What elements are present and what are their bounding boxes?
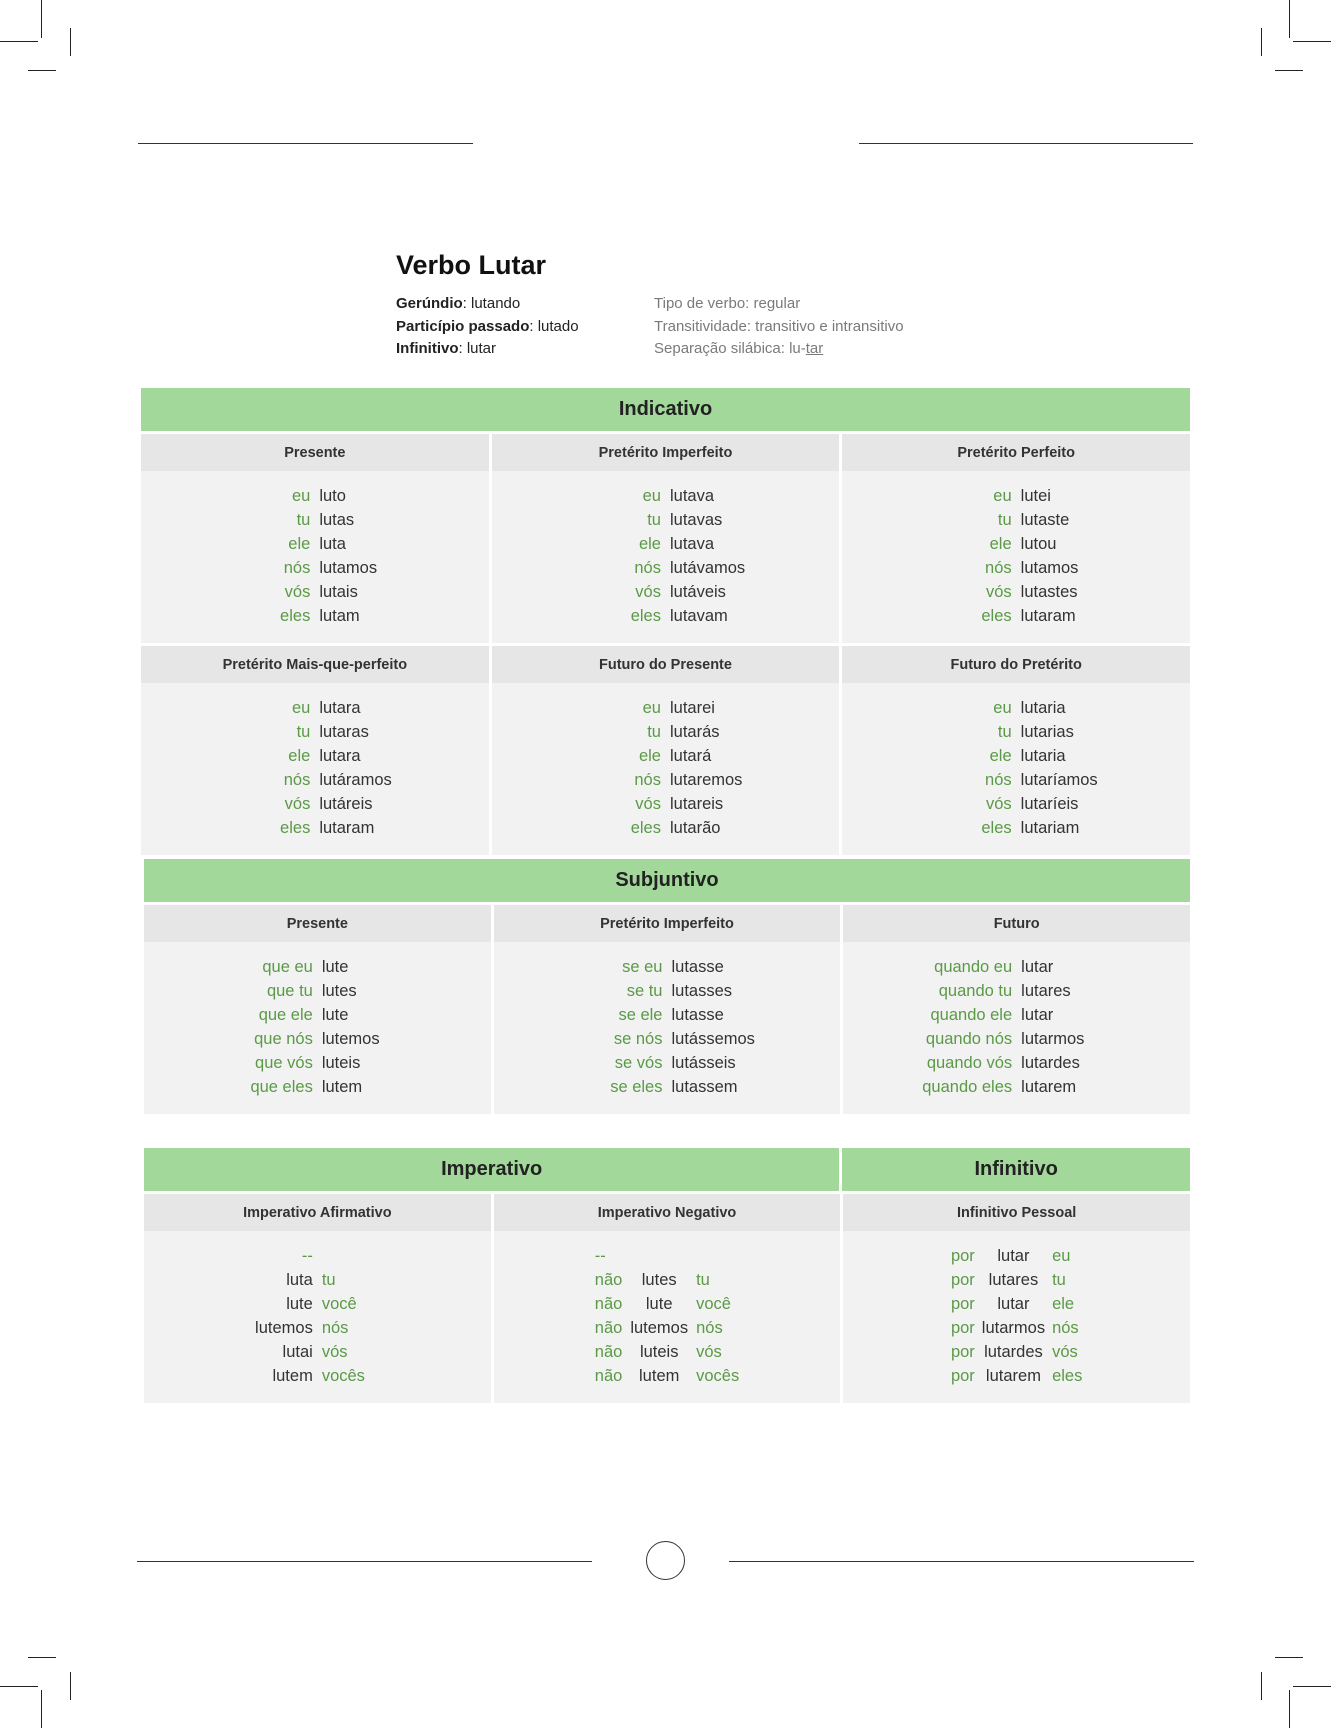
infinitivo-line: Infinitivo: lutar xyxy=(396,340,497,357)
crop-mark xyxy=(0,41,38,42)
pronoun: se vós xyxy=(614,1054,663,1072)
verb-form: lutásseis xyxy=(671,1054,736,1072)
header-rule-right xyxy=(859,143,1193,144)
pronoun: eu xyxy=(291,699,311,717)
negation: não xyxy=(594,1295,623,1313)
verb-form: lutou xyxy=(1020,535,1057,553)
pronoun: que tu xyxy=(266,982,313,1000)
pronoun: tu xyxy=(296,511,311,529)
verb-form: lutar xyxy=(1021,958,1054,976)
verb-form: lutardes xyxy=(1021,1054,1080,1072)
pronoun xyxy=(696,1244,739,1268)
pronoun: você xyxy=(321,1295,357,1313)
verb-form: lutarmos xyxy=(1021,1030,1085,1048)
tense-cell xyxy=(141,646,489,855)
pronoun: eu xyxy=(1052,1247,1071,1265)
verb-form: lutaram xyxy=(1020,607,1076,625)
crop-mark xyxy=(28,70,56,71)
verb-form: lutares xyxy=(988,1271,1039,1289)
imperativo-afirmativo-list xyxy=(144,1231,491,1403)
pronoun: tu xyxy=(997,511,1012,529)
pronoun: nós xyxy=(283,771,311,789)
verb-form: lutam xyxy=(319,607,360,625)
verb-form: luteis xyxy=(321,1054,361,1072)
pronoun: se tu xyxy=(626,982,663,1000)
pronoun: eles xyxy=(981,607,1012,625)
verb-form: lutariam xyxy=(1020,819,1080,837)
tipo-verbo: Tipo de verbo: regular xyxy=(654,295,801,312)
verb-form: lutares xyxy=(1021,982,1071,1000)
imperativo-infinitivo-section xyxy=(144,1148,1190,1403)
crop-mark xyxy=(41,0,42,38)
verb-form: lutávamos xyxy=(669,559,746,577)
crop-mark xyxy=(1275,1657,1303,1658)
pronoun: eles xyxy=(280,607,311,625)
verb-forms xyxy=(396,293,579,361)
verb-form: lutáveis xyxy=(669,583,726,601)
pronoun: eles xyxy=(981,819,1012,837)
pronoun: eu xyxy=(291,487,311,505)
pronoun: tu xyxy=(1052,1271,1066,1289)
verb-form: lutar xyxy=(997,1295,1030,1313)
tense-heading: Imperativo Afirmativo xyxy=(144,1194,491,1231)
imperativo-heading: Imperativo xyxy=(144,1148,839,1191)
tense-cell xyxy=(842,434,1190,643)
participio-line: Particípio passado: lutado xyxy=(396,317,579,335)
pronoun: quando tu xyxy=(938,982,1013,1000)
tense-heading: Futuro do Presente xyxy=(492,646,840,683)
verb-form: lutarmos xyxy=(981,1319,1046,1337)
verb-form: lutaras xyxy=(319,723,369,741)
transitividade: Transitividade: transitivo e intransitivo xyxy=(654,317,904,335)
pronoun: tu xyxy=(696,1271,710,1289)
verb-form xyxy=(630,1244,688,1268)
crop-mark xyxy=(70,1672,71,1700)
separacao-silabica: Separação silábica: lu-tar xyxy=(654,340,824,357)
pronoun: vós xyxy=(284,583,311,601)
negation: não xyxy=(594,1319,623,1337)
tense-heading: Presente xyxy=(144,905,491,942)
pronoun xyxy=(322,1244,491,1268)
verb-form: lutar xyxy=(997,1247,1030,1265)
verb-form: lutavas xyxy=(669,511,723,529)
preposition: por xyxy=(950,1343,975,1361)
pronoun: vós xyxy=(985,795,1012,813)
crop-mark xyxy=(1289,0,1290,38)
footer-rule-left xyxy=(137,1561,592,1562)
crop-mark xyxy=(1275,70,1303,71)
empty-form: -- xyxy=(594,1247,606,1265)
crop-mark xyxy=(1293,1686,1331,1687)
verb-form: luta xyxy=(286,1271,313,1289)
tense-cell xyxy=(144,905,491,1114)
pronoun: eu xyxy=(993,699,1012,717)
gerundio-line: Gerúndio: lutando xyxy=(396,295,521,312)
pronoun: vós xyxy=(1052,1343,1078,1361)
tense-cell xyxy=(492,434,840,643)
crop-mark xyxy=(28,1657,56,1658)
pronoun: ele xyxy=(989,535,1012,553)
preposition: por xyxy=(950,1271,975,1289)
conjugation-list xyxy=(141,683,489,855)
subjuntivo-heading: Subjuntivo xyxy=(144,859,1190,902)
pronoun: se eles xyxy=(610,1078,663,1096)
verb-form: lutara xyxy=(319,747,361,765)
verb-form: lutasses xyxy=(671,982,733,1000)
pronoun: eles xyxy=(1052,1367,1083,1385)
verb-form: lutamos xyxy=(1020,559,1079,577)
negation: não xyxy=(594,1343,623,1361)
indicativo-heading: Indicativo xyxy=(141,388,1190,431)
pronoun: nós xyxy=(985,771,1012,789)
verb-form: lutemos xyxy=(321,1030,380,1048)
crop-mark xyxy=(1293,41,1331,42)
verb-form: luta xyxy=(319,535,346,553)
verb-form: lutastes xyxy=(1020,583,1078,601)
pronoun: nós xyxy=(985,559,1012,577)
verb-form: lutasse xyxy=(671,1006,724,1024)
verb-form: lutaremos xyxy=(669,771,743,789)
verb-form: lutemos xyxy=(255,1319,313,1337)
pronoun: que vós xyxy=(255,1054,313,1072)
verb-form: lutamos xyxy=(319,559,378,577)
conjugation-list xyxy=(842,683,1190,855)
verb-form: lutareis xyxy=(669,795,724,813)
conjugation-list xyxy=(141,471,489,643)
pronoun: nós xyxy=(634,771,661,789)
tense-heading: Pretérito Perfeito xyxy=(842,434,1190,471)
verb-form: luteis xyxy=(639,1343,679,1361)
verb-form: luto xyxy=(319,487,346,505)
verb-form: lutarem xyxy=(985,1367,1041,1385)
pronoun: eles xyxy=(630,819,661,837)
verb-form: lutarás xyxy=(669,723,720,741)
verb-form: lute xyxy=(321,1006,349,1024)
infinitivo-pessoal-cell xyxy=(843,1194,1190,1403)
tense-heading: Imperativo Negativo xyxy=(494,1194,841,1231)
pronoun: nós xyxy=(1052,1319,1079,1337)
pronoun: ele xyxy=(638,747,661,765)
pronoun: nós xyxy=(696,1319,723,1337)
verb-form: lutarão xyxy=(669,819,721,837)
pronoun: vós xyxy=(635,583,661,601)
preposition: por xyxy=(950,1319,975,1337)
preposition: por xyxy=(950,1367,975,1385)
pronoun: vós xyxy=(284,795,311,813)
pronoun: se eu xyxy=(622,958,663,976)
pronoun: ele xyxy=(288,535,311,553)
verb-form: lutar xyxy=(1021,1006,1054,1024)
pronoun: eles xyxy=(630,607,661,625)
pronoun: ele xyxy=(638,535,661,553)
subjuntivo-section xyxy=(144,859,1190,1114)
tense-cell xyxy=(492,646,840,855)
negation: não xyxy=(594,1367,623,1385)
tense-heading: Infinitivo Pessoal xyxy=(843,1194,1190,1231)
pronoun: vós xyxy=(321,1343,348,1361)
verb-form: lutasse xyxy=(671,958,724,976)
crop-mark xyxy=(41,1690,42,1728)
pronoun: nós xyxy=(321,1319,349,1337)
infinitivo-pessoal-list xyxy=(951,1244,1082,1388)
pronoun: que eles xyxy=(250,1078,313,1096)
pronoun: quando ele xyxy=(930,1006,1013,1024)
pronoun: que ele xyxy=(258,1006,313,1024)
verb-form: lutaram xyxy=(319,819,375,837)
page-number-circle xyxy=(646,1541,685,1580)
verb-form: lutarei xyxy=(669,699,715,717)
verb-form: lute xyxy=(286,1295,313,1313)
verb-form: lutem xyxy=(321,1078,363,1096)
tense-heading: Pretérito Imperfeito xyxy=(494,905,841,942)
pronoun: tu xyxy=(296,723,311,741)
verb-form: lutardes xyxy=(984,1343,1043,1361)
tense-cell xyxy=(494,905,841,1114)
verb-form: lutara xyxy=(319,699,361,717)
conjugation-list xyxy=(843,942,1190,1114)
conjugation-list xyxy=(144,942,491,1114)
pronoun: que nós xyxy=(254,1030,313,1048)
verb-form: lutes xyxy=(641,1271,677,1289)
pronoun: nós xyxy=(634,559,661,577)
subjuntivo-row xyxy=(144,905,1190,1114)
conjugation-list xyxy=(492,471,840,643)
infinitivo-heading: Infinitivo xyxy=(842,1148,1190,1191)
verb-form: lutáreis xyxy=(319,795,373,813)
verb-form: lutássemos xyxy=(671,1030,755,1048)
pronoun: quando vós xyxy=(926,1054,1013,1072)
verb-form: lute xyxy=(645,1295,673,1313)
pronoun: eu xyxy=(642,487,661,505)
conjugation-list xyxy=(842,471,1190,643)
verb-form: lutavam xyxy=(669,607,728,625)
verb-form: lutai xyxy=(282,1343,313,1361)
pronoun: vocês xyxy=(321,1367,365,1385)
crop-mark xyxy=(1261,28,1262,56)
pronoun: eu xyxy=(642,699,661,717)
verb-form: lutem xyxy=(272,1367,313,1385)
pronoun: tu xyxy=(647,723,661,741)
verb-form: lutaríeis xyxy=(1020,795,1079,813)
pronoun: vós xyxy=(696,1343,722,1361)
tense-heading: Presente xyxy=(141,434,489,471)
pronoun: ele xyxy=(288,747,311,765)
imperativo-afirmativo-cell xyxy=(144,1194,491,1403)
header-rule-left xyxy=(138,143,473,144)
pronoun: se nós xyxy=(613,1030,663,1048)
verb-form: lutaríamos xyxy=(1020,771,1098,789)
verb-form: lutes xyxy=(321,982,357,1000)
verb-form: lutáramos xyxy=(319,771,392,789)
pronoun: tu xyxy=(647,511,661,529)
tense-heading: Futuro xyxy=(843,905,1190,942)
pronoun: tu xyxy=(321,1271,336,1289)
indicativo-row-2 xyxy=(141,646,1190,855)
tense-cell xyxy=(141,434,489,643)
tense-heading: Futuro do Pretérito xyxy=(842,646,1190,683)
verb-form: lutaria xyxy=(1020,747,1066,765)
verb-form: lutas xyxy=(319,511,355,529)
tense-heading: Pretérito Imperfeito xyxy=(492,434,840,471)
pronoun: se ele xyxy=(618,1006,663,1024)
verb-form: lutaria xyxy=(1020,699,1066,717)
verb-form: lutais xyxy=(319,583,358,601)
indicativo-row-1 xyxy=(141,434,1190,643)
imperativo-negativo-list xyxy=(595,1244,739,1388)
pronoun: quando eles xyxy=(922,1078,1013,1096)
crop-mark xyxy=(1261,1672,1262,1700)
indicativo-section xyxy=(141,388,1190,855)
tense-heading: Pretérito Mais-que-perfeito xyxy=(141,646,489,683)
pronoun: ele xyxy=(989,747,1012,765)
pronoun: nós xyxy=(283,559,311,577)
conjugation-list xyxy=(492,683,840,855)
pronoun: tu xyxy=(997,723,1012,741)
preposition: por xyxy=(950,1295,975,1313)
crop-mark xyxy=(1289,1690,1290,1728)
verb-form: lutem xyxy=(639,1367,680,1385)
verb-info xyxy=(654,293,904,361)
pronoun: quando nós xyxy=(925,1030,1013,1048)
preposition: por xyxy=(950,1247,975,1265)
pronoun: vós xyxy=(985,583,1012,601)
page-title: Verbo Lutar xyxy=(396,250,547,280)
pronoun: quando eu xyxy=(934,958,1013,976)
verb-form: lutei xyxy=(1020,487,1051,505)
verb-form: lutará xyxy=(669,747,712,765)
crop-mark xyxy=(70,28,71,56)
verb-form: lutaste xyxy=(1020,511,1070,529)
negation: não xyxy=(594,1271,623,1289)
pronoun: que eu xyxy=(262,958,313,976)
footer-rule-right xyxy=(729,1561,1194,1562)
verb-form: lute xyxy=(321,958,349,976)
verb-form: lutava xyxy=(669,535,715,553)
verb-form: lutarias xyxy=(1020,723,1074,741)
verb-form: lutassem xyxy=(671,1078,738,1096)
imperativo-negativo-cell xyxy=(494,1194,841,1403)
tense-cell xyxy=(842,646,1190,855)
verb-form: lutemos xyxy=(630,1319,689,1337)
pronoun: vocês xyxy=(696,1367,740,1385)
empty-form: -- xyxy=(301,1247,313,1265)
pronoun: eles xyxy=(280,819,311,837)
pronoun: ele xyxy=(1052,1295,1075,1313)
pronoun: vós xyxy=(635,795,661,813)
pronoun: eu xyxy=(993,487,1012,505)
verb-form: lutarem xyxy=(1021,1078,1077,1096)
tense-cell xyxy=(843,905,1190,1114)
conjugation-list xyxy=(494,942,841,1114)
crop-mark xyxy=(0,1686,38,1687)
pronoun: você xyxy=(696,1295,731,1313)
verb-form: lutava xyxy=(669,487,715,505)
